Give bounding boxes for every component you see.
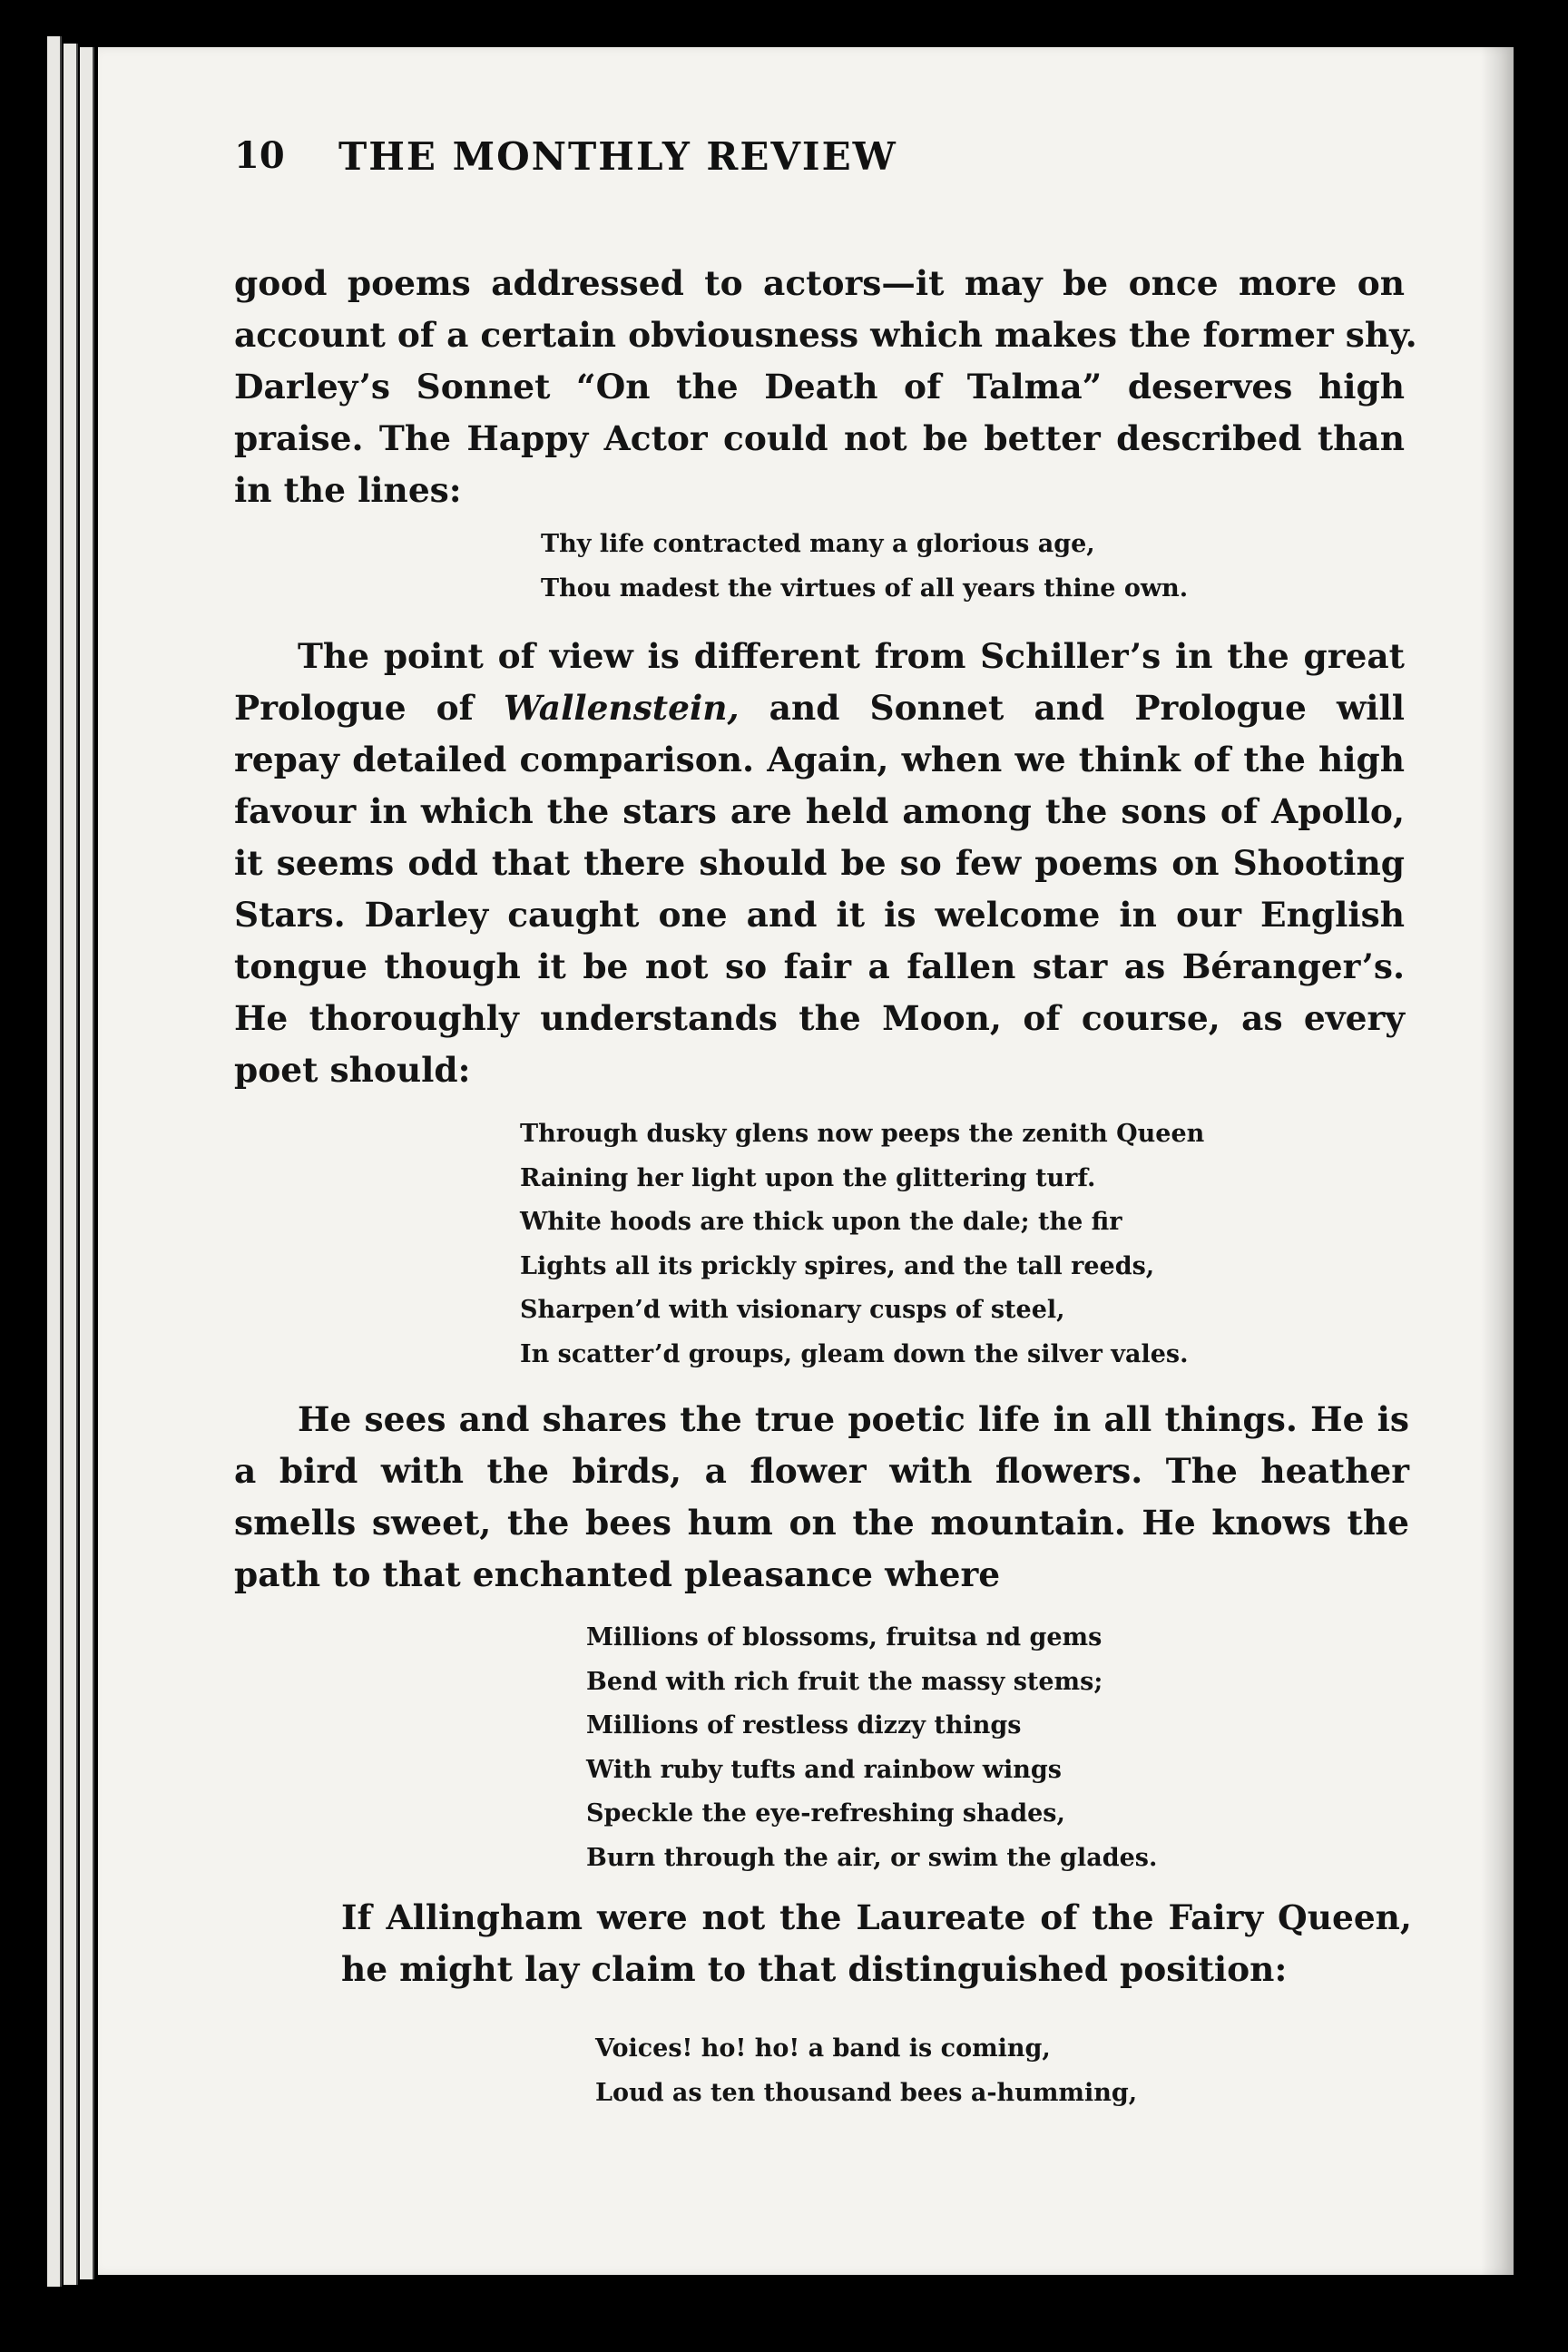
verse-line: Millions of restless dizzy things — [586, 1711, 1022, 1740]
text-line: repay detailed comparison. Again, when we think of the high — [234, 740, 1405, 779]
text-segment: Prologue of — [234, 688, 504, 728]
verse-line: Sharpen’d with visionary cusps of steel, — [520, 1296, 1065, 1324]
page-number: 10 — [234, 134, 285, 177]
text-line: path to that enchanted pleasance where — [234, 1554, 1001, 1594]
paragraph-3 — [234, 1394, 1409, 1601]
verse-quote-1 — [541, 523, 1568, 611]
verse-line: Millions of blossoms, fruitsa nd gems — [586, 1623, 1102, 1651]
text-line: he might lay claim to that distinguished position: — [341, 1949, 1288, 1989]
paragraph-4-continued — [341, 1944, 1412, 1995]
verse-line: White hoods are thick upon the dale; the fir — [520, 1208, 1122, 1236]
text-line: He sees and shares the true poetic life in all things. He is — [298, 1399, 1409, 1439]
text-line: it seems odd that there should be so few poems on Shooting — [234, 843, 1405, 883]
verse-quote-4 — [595, 2027, 1568, 2115]
text-line — [234, 682, 1405, 734]
verse-line: Thy life contracted many a glorious age, — [541, 530, 1095, 558]
text-line: poet should: — [234, 1050, 471, 1090]
verse-line: Through dusky glens now peeps the zenith Queen — [520, 1120, 1205, 1148]
paragraph-4 — [341, 1892, 1412, 1944]
text-line: praise. The Happy Actor could not be better described than — [234, 418, 1405, 458]
verse-line: Thou madest the virtues of all years thine own. — [541, 573, 1189, 603]
text-line: smells sweet, the bees hum on the mountain. He knows the — [234, 1503, 1409, 1543]
text-line: a bird with the birds, a flower with flowers. The heather — [234, 1451, 1409, 1491]
verse-line: With ruby tufts and rainbow wings — [586, 1755, 1062, 1784]
text-line: in the lines: — [234, 470, 462, 510]
text-line: Darley’s Sonnet “On the Death of Talma” deserves high — [234, 367, 1405, 407]
page-edge — [47, 36, 62, 2287]
text-line: If Allingham were not the Laureate of the Fairy Queen, — [341, 1897, 1412, 1937]
running-title: THE MONTHLY REVIEW — [338, 134, 897, 179]
text-line: He thoroughly understands the Moon, of course, as every — [234, 998, 1405, 1038]
verse-line: Bend with rich fruit the massy stems; — [586, 1667, 1103, 1696]
verse-line: Raining her light upon the glittering turf. — [520, 1163, 1096, 1192]
verse-line: Burn through the air, or swim the glades. — [586, 1843, 1158, 1872]
verse-line: Lights all its prickly spires, and the tall reeds, — [520, 1251, 1155, 1280]
verse-quote-2 — [520, 1112, 1568, 1377]
verse-line: Speckle the eye-refreshing shades, — [586, 1799, 1065, 1828]
text-line: The point of view is different from Schiller’s in the great — [298, 636, 1405, 676]
verse-quote-3 — [586, 1616, 1568, 1880]
verse-line: Voices! ho! ho! a band is coming, — [595, 2034, 1051, 2063]
work-title: Wallenstein, — [503, 688, 740, 728]
text-line: tongue though it be not so fair a fallen star as Béranger’s. — [234, 946, 1405, 986]
page-edge — [80, 47, 94, 2279]
page-edge — [64, 44, 78, 2285]
verse-line: Loud as ten thousand bees a-humming, — [595, 2078, 1138, 2107]
text-line: Stars. Darley caught one and it is welcome in our English — [234, 895, 1405, 935]
text-line: favour in which the stars are held among the sons of Apollo, — [234, 791, 1405, 831]
verse-line: In scatter’d groups, gleam down the silver vales. — [520, 1339, 1189, 1368]
text-line: account of a certain obviousness which makes the former shy. — [234, 315, 1417, 355]
text-line: good poems addressed to actors—it may be once more on — [234, 263, 1405, 303]
paragraph-1 — [234, 258, 1417, 516]
paragraph-2 — [234, 631, 1405, 1096]
text-segment: and Sonnet and Prologue will — [739, 688, 1406, 728]
